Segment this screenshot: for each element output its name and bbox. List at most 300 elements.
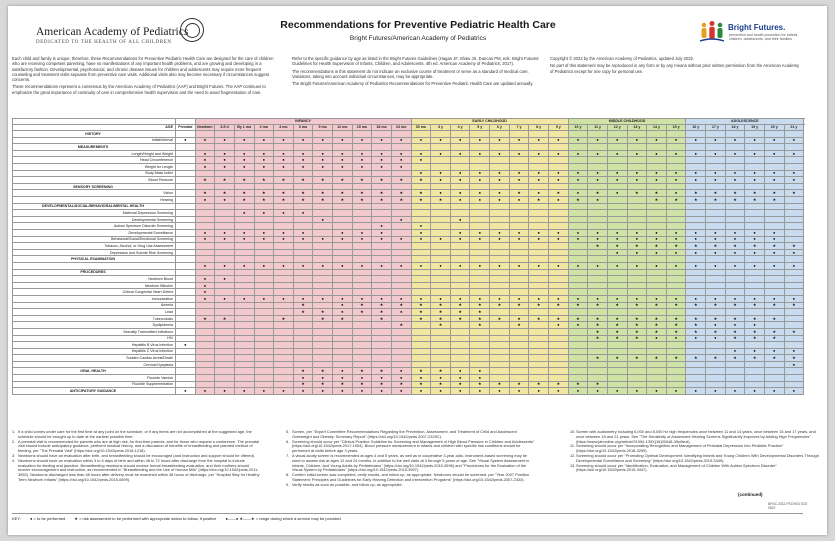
- schedule-cell: [529, 282, 549, 289]
- schedule-cell: [627, 375, 647, 382]
- schedule-cell: [176, 289, 196, 296]
- schedule-cell: ●: [195, 388, 215, 395]
- schedule-cell: ●: [666, 150, 686, 157]
- row-label: Immunization: [13, 295, 176, 302]
- schedule-cell: [509, 342, 529, 349]
- schedule-cell: [509, 276, 529, 283]
- schedule-cell: ●: [627, 262, 647, 269]
- schedule-cell: ★: [450, 309, 470, 316]
- row-label: Tobacco, Alcohol, or Drug Use Assessment: [13, 243, 176, 250]
- document-header: [8, 6, 827, 50]
- schedule-cell: [548, 249, 568, 256]
- schedule-cell: [490, 289, 510, 296]
- schedule-cell: [293, 269, 313, 276]
- schedule-cell: [450, 289, 470, 296]
- schedule-cell: ●: [254, 262, 274, 269]
- schedule-cell: [686, 381, 706, 388]
- row-label: Cervical Dysplasia: [13, 361, 176, 368]
- schedule-cell: ●: [470, 150, 490, 157]
- schedule-cell: [293, 315, 313, 322]
- schedule-cell: [666, 157, 686, 164]
- schedule-cell: [352, 348, 372, 355]
- schedule-cell: ●: [234, 230, 254, 237]
- schedule-cell: [627, 282, 647, 289]
- schedule-cell: ★: [686, 197, 706, 204]
- schedule-cell: [352, 322, 372, 329]
- schedule-cell: ★: [666, 328, 686, 335]
- schedule-cell: ●: [313, 137, 333, 144]
- schedule-cell: ●: [529, 230, 549, 237]
- schedule-cell: ●: [666, 335, 686, 342]
- schedule-cell: ●: [764, 348, 784, 355]
- schedule-cell: ●: [372, 164, 392, 171]
- schedule-cell: ★: [372, 309, 392, 316]
- schedule-cell: [372, 216, 392, 223]
- schedule-cell: [274, 170, 294, 177]
- bright-futures-figures-icon: [698, 20, 726, 44]
- section-row: [13, 368, 804, 375]
- schedule-cell: [509, 375, 529, 382]
- schedule-cell: [509, 256, 529, 263]
- schedule-cell: [607, 216, 627, 223]
- schedule-cell: ●: [490, 295, 510, 302]
- schedule-cell: ●: [391, 309, 411, 316]
- schedule-cell: [686, 216, 706, 223]
- schedule-cell: [764, 223, 784, 230]
- schedule-cell: ★: [666, 322, 686, 329]
- schedule-cell: [431, 157, 451, 164]
- schedule-cell: ★: [627, 190, 647, 197]
- schedule-cell: ★: [784, 302, 804, 309]
- schedule-cell: ●: [647, 249, 667, 256]
- schedule-cell: ★: [745, 335, 765, 342]
- schedule-cell: [234, 335, 254, 342]
- schedule-cell: ★: [686, 243, 706, 250]
- schedule-cell: [548, 348, 568, 355]
- age-column-header: 2 mo: [254, 124, 274, 131]
- schedule-cell: [411, 131, 431, 138]
- schedule-cell: ★: [450, 302, 470, 309]
- schedule-cell: ●: [490, 177, 510, 184]
- schedule-cell: ●: [706, 150, 726, 157]
- schedule-cell: ●: [274, 157, 294, 164]
- schedule-cell: [333, 361, 353, 368]
- schedule-cell: ●: [745, 150, 765, 157]
- schedule-cell: [509, 157, 529, 164]
- schedule-cell: [234, 309, 254, 316]
- schedule-cell: [431, 203, 451, 210]
- schedule-cell: [274, 282, 294, 289]
- schedule-cell: [313, 249, 333, 256]
- schedule-cell: ●: [706, 295, 726, 302]
- schedule-cell: [215, 335, 235, 342]
- schedule-cell: [686, 144, 706, 151]
- schedule-cell: [274, 256, 294, 263]
- schedule-cell: [647, 309, 667, 316]
- schedule-cell: ●: [333, 309, 353, 316]
- schedule-cell: ★: [745, 190, 765, 197]
- schedule-cell: [784, 256, 804, 263]
- schedule-cell: [431, 164, 451, 171]
- schedule-cell: [647, 381, 667, 388]
- schedule-cell: [274, 223, 294, 230]
- service-row: [13, 243, 804, 250]
- service-row: [13, 302, 804, 309]
- schedule-cell: [647, 375, 667, 382]
- schedule-cell: [176, 282, 196, 289]
- schedule-cell: [313, 348, 333, 355]
- schedule-cell: [391, 348, 411, 355]
- schedule-cell: ★: [725, 328, 745, 335]
- schedule-cell: [391, 289, 411, 296]
- schedule-cell: ●: [411, 262, 431, 269]
- schedule-cell: [372, 335, 392, 342]
- schedule-cell: ●: [529, 388, 549, 395]
- schedule-cell: [254, 183, 274, 190]
- schedule-cell: [411, 282, 431, 289]
- schedule-cell: [391, 361, 411, 368]
- schedule-cell: ●: [411, 230, 431, 237]
- schedule-cell: [274, 361, 294, 368]
- schedule-cell: [627, 269, 647, 276]
- schedule-cell: ●: [686, 150, 706, 157]
- schedule-cell: [686, 289, 706, 296]
- schedule-cell: ●: [706, 230, 726, 237]
- schedule-cell: ●: [784, 262, 804, 269]
- schedule-cell: [293, 289, 313, 296]
- schedule-cell: [529, 249, 549, 256]
- row-label: PHYSICAL EXAMINATION: [13, 256, 176, 263]
- schedule-cell: [431, 276, 451, 283]
- schedule-cell: [274, 276, 294, 283]
- schedule-cell: [568, 335, 588, 342]
- schedule-cell: ★: [568, 381, 588, 388]
- schedule-cell: ★: [706, 190, 726, 197]
- schedule-cell: [666, 282, 686, 289]
- schedule-cell: [509, 328, 529, 335]
- schedule-cell: [431, 183, 451, 190]
- schedule-cell: ★: [588, 302, 608, 309]
- schedule-cell: [548, 282, 568, 289]
- service-row: [13, 328, 804, 335]
- schedule-cell: ●: [450, 295, 470, 302]
- schedule-cell: [627, 157, 647, 164]
- schedule-cell: ●: [352, 164, 372, 171]
- schedule-cell: [764, 203, 784, 210]
- schedule-cell: [490, 131, 510, 138]
- schedule-cell: ★: [372, 381, 392, 388]
- schedule-cell: ★: [647, 315, 667, 322]
- schedule-cell: [706, 203, 726, 210]
- schedule-cell: ●: [411, 223, 431, 230]
- schedule-cell: ★: [411, 309, 431, 316]
- schedule-cell: [234, 256, 254, 263]
- service-row: [13, 190, 804, 197]
- schedule-cell: [215, 170, 235, 177]
- age-column-header: Newborn: [195, 124, 215, 131]
- schedule-cell: ●: [509, 177, 529, 184]
- schedule-cell: [176, 150, 196, 157]
- schedule-cell: [627, 256, 647, 263]
- schedule-cell: ●: [234, 262, 254, 269]
- schedule-cell: [509, 289, 529, 296]
- footnote: 1. If a child comes under care for the first time at any point on the schedule, or if any items are not accomplished at the suggested age, the schedule should be brought up to date at the earliest possible time.: [12, 429, 252, 439]
- schedule-cell: [333, 276, 353, 283]
- schedule-cell: ★: [352, 309, 372, 316]
- schedule-cell: [372, 276, 392, 283]
- schedule-cell: [293, 183, 313, 190]
- schedule-cell: [215, 249, 235, 256]
- intro-paragraph: The recommendations in this statement do not indicate an exclusive course of treatment or serve as a standard of medical care. Variations, taking into account individual circumstances, may be appropriate.: [292, 68, 529, 79]
- schedule-cell: [352, 328, 372, 335]
- schedule-cell: ●: [411, 150, 431, 157]
- age-column-header: 16 y: [686, 124, 706, 131]
- schedule-cell: [490, 375, 510, 382]
- schedule-cell: [333, 256, 353, 263]
- schedule-cell: ●: [509, 170, 529, 177]
- schedule-cell: [568, 157, 588, 164]
- schedule-cell: [254, 309, 274, 316]
- schedule-cell: [470, 223, 490, 230]
- service-row: [13, 170, 804, 177]
- schedule-cell: ●: [372, 388, 392, 395]
- intro-paragraph: Refer to the specific guidance by age as listed in the Bright Futures Guidelines (Hagan JF, Shaw JS, Duncan PM, eds. Bright Futures: Guidelines for Health Supervision of Infants, Children, and Adolescents. 4th ed. American Academy of Pediatrics; 2017).: [292, 56, 540, 67]
- schedule-cell: ●: [293, 150, 313, 157]
- schedule-cell: [372, 243, 392, 250]
- schedule-cell: [490, 322, 510, 329]
- document-page: [8, 6, 827, 535]
- schedule-cell: [706, 361, 726, 368]
- schedule-cell: [274, 375, 294, 382]
- schedule-cell: [745, 361, 765, 368]
- schedule-cell: [274, 342, 294, 349]
- schedule-cell: ●: [215, 197, 235, 204]
- schedule-cell: [666, 203, 686, 210]
- row-label: [13, 262, 176, 269]
- row-label: PROCEDURES: [13, 269, 176, 276]
- schedule-cell: [568, 368, 588, 375]
- schedule-cell: [490, 335, 510, 342]
- schedule-cell: ●: [607, 388, 627, 395]
- schedule-cell: ★: [254, 197, 274, 204]
- schedule-cell: [352, 361, 372, 368]
- schedule-cell: [745, 256, 765, 263]
- schedule-cell: [254, 131, 274, 138]
- schedule-cell: [548, 210, 568, 217]
- schedule-cell: [764, 216, 784, 223]
- schedule-cell: [588, 144, 608, 151]
- schedule-cell: ●: [784, 150, 804, 157]
- schedule-cell: [333, 355, 353, 362]
- schedule-cell: ●: [411, 295, 431, 302]
- schedule-cell: ●: [470, 230, 490, 237]
- schedule-cell: [450, 183, 470, 190]
- schedule-cell: [784, 335, 804, 342]
- schedule-cell: [313, 256, 333, 263]
- aap-org-name: American Academy of Pediatrics: [36, 26, 189, 38]
- schedule-cell: ●: [627, 177, 647, 184]
- age-column-header: 20 y: [764, 124, 784, 131]
- schedule-cell: ★: [352, 190, 372, 197]
- schedule-cell: [706, 368, 726, 375]
- schedule-cell: [431, 249, 451, 256]
- schedule-cell: [706, 309, 726, 316]
- schedule-cell: [627, 144, 647, 151]
- schedule-cell: [725, 276, 745, 283]
- schedule-cell: [529, 157, 549, 164]
- schedule-cell: [313, 170, 333, 177]
- schedule-cell: ●: [627, 236, 647, 243]
- schedule-cell: [234, 223, 254, 230]
- schedule-cell: [313, 322, 333, 329]
- schedule-cell: [607, 342, 627, 349]
- schedule-cell: [313, 355, 333, 362]
- schedule-cell: ●: [411, 170, 431, 177]
- schedule-cell: ●: [293, 295, 313, 302]
- schedule-cell: [254, 315, 274, 322]
- age-column-header: 21 y: [784, 124, 804, 131]
- schedule-cell: [372, 282, 392, 289]
- schedule-cell: ●: [470, 236, 490, 243]
- schedule-cell: [529, 144, 549, 151]
- schedule-cell: [195, 170, 215, 177]
- schedule-cell: ●: [745, 295, 765, 302]
- schedule-cell: ●: [352, 150, 372, 157]
- schedule-cell: [254, 170, 274, 177]
- schedule-cell: [647, 276, 667, 283]
- schedule-cell: ●: [764, 236, 784, 243]
- schedule-cell: [470, 203, 490, 210]
- schedule-cell: ★: [607, 355, 627, 362]
- schedule-cell: ●: [548, 262, 568, 269]
- schedule-cell: [234, 348, 254, 355]
- schedule-cell: ●: [372, 236, 392, 243]
- schedule-cell: [411, 335, 431, 342]
- schedule-cell: [706, 375, 726, 382]
- schedule-cell: ●: [352, 295, 372, 302]
- schedule-cell: ★: [627, 243, 647, 250]
- schedule-cell: [234, 375, 254, 382]
- schedule-cell: [470, 183, 490, 190]
- schedule-cell: ●: [745, 230, 765, 237]
- schedule-cell: ●: [274, 230, 294, 237]
- age-group-header: INFANCY: [195, 119, 411, 125]
- schedule-cell: ●: [333, 164, 353, 171]
- schedule-cell: [274, 348, 294, 355]
- schedule-cell: ●: [647, 230, 667, 237]
- schedule-cell: [764, 375, 784, 382]
- schedule-cell: [686, 223, 706, 230]
- intro-column-3: [550, 56, 800, 76]
- schedule-cell: [529, 335, 549, 342]
- schedule-cell: [627, 289, 647, 296]
- schedule-cell: [352, 315, 372, 322]
- schedule-cell: [411, 183, 431, 190]
- schedule-cell: [411, 210, 431, 217]
- schedule-cell: [588, 289, 608, 296]
- schedule-cell: [745, 381, 765, 388]
- schedule-cell: [411, 361, 431, 368]
- schedule-cell: [391, 131, 411, 138]
- schedule-cell: ●: [764, 295, 784, 302]
- row-label: Sudden Cardiac Arrest/Death: [13, 355, 176, 362]
- row-label: ANTICIPATORY GUIDANCE: [13, 388, 176, 395]
- schedule-cell: [176, 249, 196, 256]
- schedule-cell: [568, 144, 588, 151]
- schedule-cell: ●: [313, 262, 333, 269]
- schedule-cell: ★: [490, 315, 510, 322]
- service-row: [13, 137, 804, 144]
- schedule-cell: [274, 322, 294, 329]
- schedule-cell: ★: [274, 197, 294, 204]
- schedule-cell: ★: [686, 190, 706, 197]
- schedule-cell: ●: [627, 388, 647, 395]
- schedule-cell: ●: [784, 249, 804, 256]
- schedule-cell: [195, 322, 215, 329]
- schedule-cell: [627, 342, 647, 349]
- schedule-cell: ●: [333, 262, 353, 269]
- schedule-cell: ●: [313, 150, 333, 157]
- schedule-cell: [372, 131, 392, 138]
- schedule-cell: [195, 131, 215, 138]
- schedule-cell: ●: [725, 348, 745, 355]
- schedule-cell: ●: [725, 262, 745, 269]
- schedule-cell: [333, 170, 353, 177]
- schedule-cell: [548, 243, 568, 250]
- schedule-cell: ●: [274, 137, 294, 144]
- schedule-cell: ●: [372, 295, 392, 302]
- schedule-cell: [411, 216, 431, 223]
- schedule-cell: [568, 361, 588, 368]
- service-row: [13, 262, 804, 269]
- schedule-cell: [745, 375, 765, 382]
- schedule-cell: ●: [195, 197, 215, 204]
- schedule-cell: [490, 243, 510, 250]
- schedule-cell: [745, 368, 765, 375]
- schedule-cell: ●: [529, 262, 549, 269]
- age-column-header: 6 mo: [293, 124, 313, 131]
- schedule-cell: [431, 289, 451, 296]
- schedule-cell: ★: [706, 302, 726, 309]
- schedule-cell: ★: [293, 368, 313, 375]
- periodicity-schedule: [12, 118, 803, 425]
- schedule-cell: [529, 276, 549, 283]
- schedule-cell: ★: [293, 309, 313, 316]
- schedule-cell: [274, 144, 294, 151]
- schedule-cell: [647, 210, 667, 217]
- schedule-cell: [647, 256, 667, 263]
- schedule-cell: [647, 269, 667, 276]
- schedule-cell: ●: [706, 249, 726, 256]
- schedule-cell: ●: [431, 137, 451, 144]
- schedule-cell: ★: [568, 197, 588, 204]
- schedule-cell: ★: [725, 243, 745, 250]
- schedule-cell: [784, 236, 804, 243]
- row-label: Newborn Blood: [13, 276, 176, 283]
- schedule-cell: [706, 269, 726, 276]
- schedule-cell: ●: [391, 295, 411, 302]
- service-row: [13, 348, 804, 355]
- schedule-cell: [548, 342, 568, 349]
- schedule-cell: ●: [588, 197, 608, 204]
- schedule-cell: ●: [234, 388, 254, 395]
- schedule-cell: ●: [333, 230, 353, 237]
- schedule-cell: ★: [431, 368, 451, 375]
- schedule-cell: ★: [372, 302, 392, 309]
- schedule-cell: [195, 249, 215, 256]
- schedule-cell: ★: [313, 197, 333, 204]
- schedule-cell: [293, 348, 313, 355]
